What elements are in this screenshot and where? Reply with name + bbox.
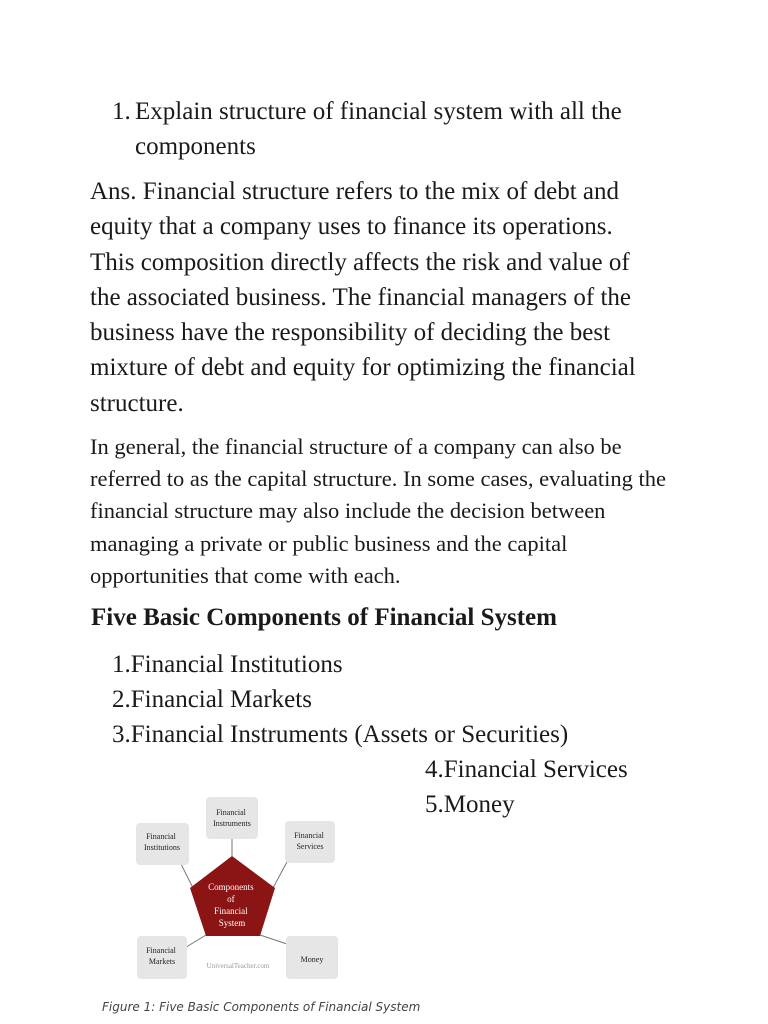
- answer-paragraph: Ans. Financial structure refers to the mix of debt and equity that a company uses to finance its operations. This composition directly affects the risk and value of the associated business. The financial managers of the business have the responsibility of deciding the best mixture of debt and equity for optimizing the financial structure.: [90, 178, 636, 417]
- general-paragraph: In general, the financial structure of a company can also be referred to as the capital structure. In some cases, evaluating the financial structure may also include the decision between managing a private or public business and the capital opportunities that come with each.: [90, 434, 667, 588]
- component-label: Money: [443, 791, 515, 818]
- component-item-3: [112, 717, 568, 752]
- node-label-institutions: Financial Institutions: [143, 832, 181, 852]
- figure-watermark: UniversalTeacher.com: [206, 962, 270, 970]
- question-text: Explain structure of financial system with all the components: [135, 98, 622, 160]
- center-label-line: Financial: [214, 906, 248, 916]
- center-label-line: Components: [208, 882, 254, 892]
- center-label-line: System: [218, 918, 246, 928]
- components-figure: [100, 780, 421, 1020]
- component-item-1: [112, 647, 343, 682]
- component-item-2: [112, 682, 312, 717]
- component-number: 2.: [112, 686, 131, 713]
- node-label-services: Financial Services: [294, 831, 324, 851]
- node-label-markets: Financial Markets: [146, 946, 176, 966]
- node-label-money: Money: [300, 955, 324, 964]
- component-label: Financial Institutions: [130, 651, 343, 678]
- component-number: 4.: [425, 756, 444, 783]
- component-number: 1.: [112, 651, 131, 678]
- components-diagram: [100, 780, 400, 995]
- question-number: 1.: [112, 98, 131, 125]
- component-number: 5.: [425, 791, 444, 818]
- component-label: Financial Markets: [130, 686, 312, 713]
- center-label-line: of: [227, 894, 235, 904]
- node-label-instruments: Financial Instruments: [213, 808, 251, 828]
- component-number: 3.: [112, 721, 131, 748]
- node-box-instruments: [206, 797, 258, 839]
- components-heading: Five Basic Components of Financial System: [91, 604, 557, 631]
- question-item: [112, 94, 672, 164]
- component-label: Financial Services: [443, 756, 628, 783]
- figure-caption: Figure 1: Five Basic Components of Financial System: [102, 1000, 421, 1014]
- component-item-4: [425, 752, 628, 787]
- component-item-5: [425, 787, 515, 822]
- component-label: Financial Instruments (Assets or Securities): [130, 721, 569, 748]
